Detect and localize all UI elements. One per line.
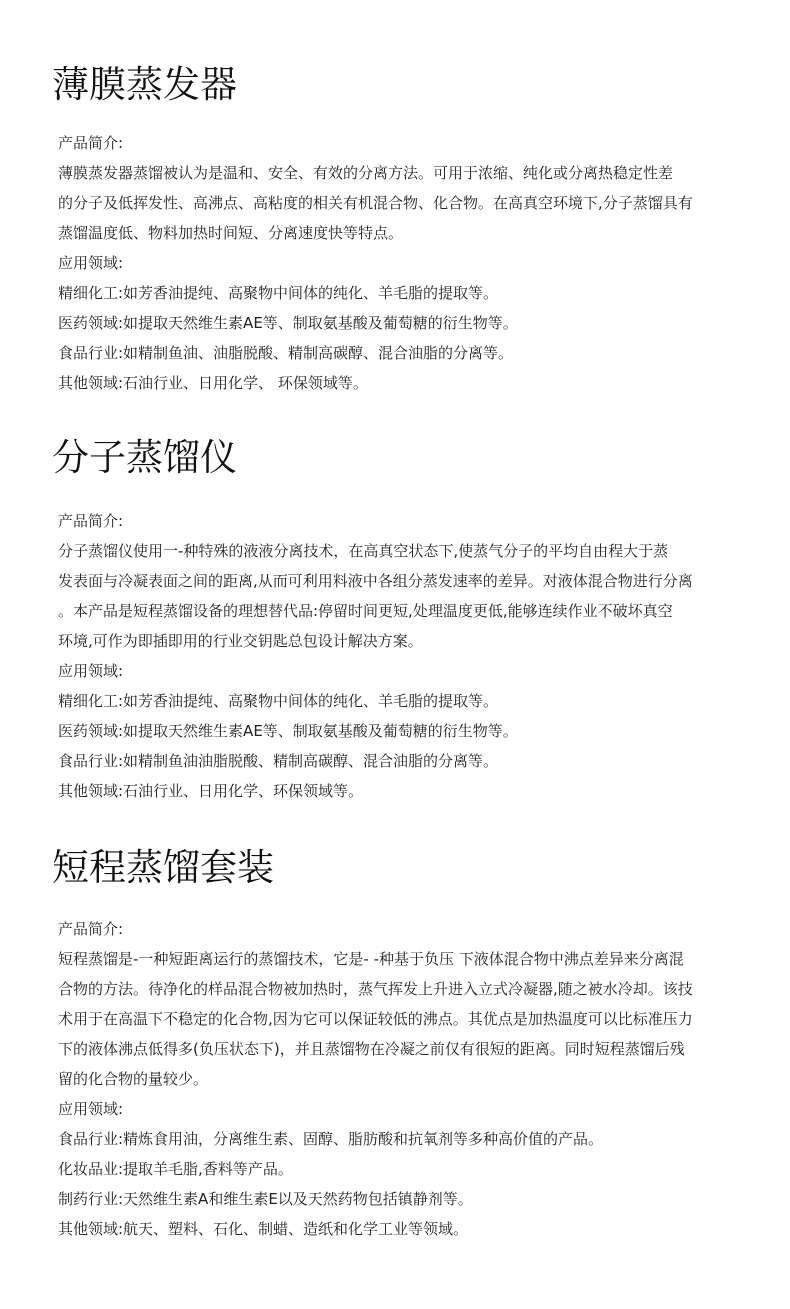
section-title: 薄膜蒸发器 — [52, 63, 237, 106]
intro-line: 短程蒸馏是-一种短距离运行的蒸馏技术，它是- -种基于负压 下液体混合物中沸点差异来分离混 — [58, 950, 684, 968]
intro-line: 的分子及低挥发性、高沸点、高粘度的相关有机混合物、化合物。在高真空环境下,分子蒸馏具有 — [58, 194, 693, 212]
application-line: 其他领域:石油行业、日用化学、环保领域等。 — [58, 782, 364, 800]
intro-line: 下的液体沸点低得多(负压状态下)，并且蒸馏物在冷凝之前仅有很短的距离。同时短程蒸馏后残 — [58, 1040, 685, 1058]
application-label: 应用领域: — [58, 254, 124, 272]
intro-line: 。本产品是短程蒸馏设备的理想替代品:停留时间更短,处理温度更低,能够连续作业不破坏真空 — [58, 602, 673, 620]
application-line: 食品行业:精炼食用油，分离维生素、固醇、脂肪酸和抗氧剂等多种高价值的产品。 — [58, 1130, 604, 1148]
intro-line: 蒸馏温度低、物料加热时间短、分离速度快等特点。 — [58, 224, 404, 242]
section-title: 分子蒸馏仪 — [52, 436, 237, 479]
application-line: 精细化工:如芳香油提纯、高聚物中间体的纯化、羊毛脂的提取等。 — [58, 284, 499, 302]
application-line: 医药领域:如提取天然维生素AE等、制取氨基酸及葡萄糖的衍生物等。 — [58, 314, 518, 332]
application-line: 其他领域:航天、塑料、石化、制蜡、造纸和化学工业等领域。 — [58, 1220, 469, 1238]
application-line: 食品行业:如精制鱼油、油脂脱酸、精制高碳醇、混合油脂的分离等。 — [58, 344, 514, 362]
application-line: 精细化工:如芳香油提纯、高聚物中间体的纯化、羊毛脂的提取等。 — [58, 692, 499, 710]
section-title: 短程蒸馏套装 — [52, 846, 274, 889]
application-line: 医药领域:如提取天然维生素AE等、制取氨基酸及葡萄糖的衍生物等。 — [58, 722, 518, 740]
intro-line: 分子蒸馏仪使用一-种特殊的液液分离技术，在高真空状态下,使蒸气分子的平均自由程大于蒸 — [58, 542, 669, 560]
intro-line: 发表面与冷凝表面之间的距离,从而可利用料液中各组分蒸发速率的差异。对液体混合物进行分离 — [58, 572, 693, 590]
application-label: 应用领域: — [58, 1100, 124, 1118]
application-line: 其他领域:石油行业、日用化学、 环保领域等。 — [58, 374, 368, 392]
application-line: 食品行业:如精制鱼油油脂脱酸、精制高碳醇、混合油脂的分离等。 — [58, 752, 499, 770]
intro-label: 产品简介: — [58, 134, 124, 152]
application-label: 应用领域: — [58, 662, 124, 680]
intro-line: 术用于在高温下不稳定的化合物,因为它可以保证较低的沸点。其优点是加热温度可以比标准压力 — [58, 1010, 693, 1028]
intro-line: 环境,可作为即插即用的行业交钥匙总包设计解决方案。 — [58, 632, 423, 650]
application-line: 制药行业:天然维生素A和维生素E以及天然药物包括镇静剂等。 — [58, 1190, 473, 1208]
intro-line: 薄膜蒸发器蒸馏被认为是温和、安全、有效的分离方法。可用于浓缩、纯化或分离热稳定性差 — [58, 164, 674, 182]
intro-label: 产品简介: — [58, 512, 124, 530]
application-line: 化妆品业:提取羊毛脂,香料等产品。 — [58, 1160, 293, 1178]
intro-label: 产品简介: — [58, 920, 124, 938]
intro-line: 留的化合物的量较少。 — [58, 1070, 209, 1088]
intro-line: 合物的方法。待净化的样品混合物被加热时，蒸气挥发上升进入立式冷凝器,随之被水冷却。该技 — [58, 980, 693, 998]
